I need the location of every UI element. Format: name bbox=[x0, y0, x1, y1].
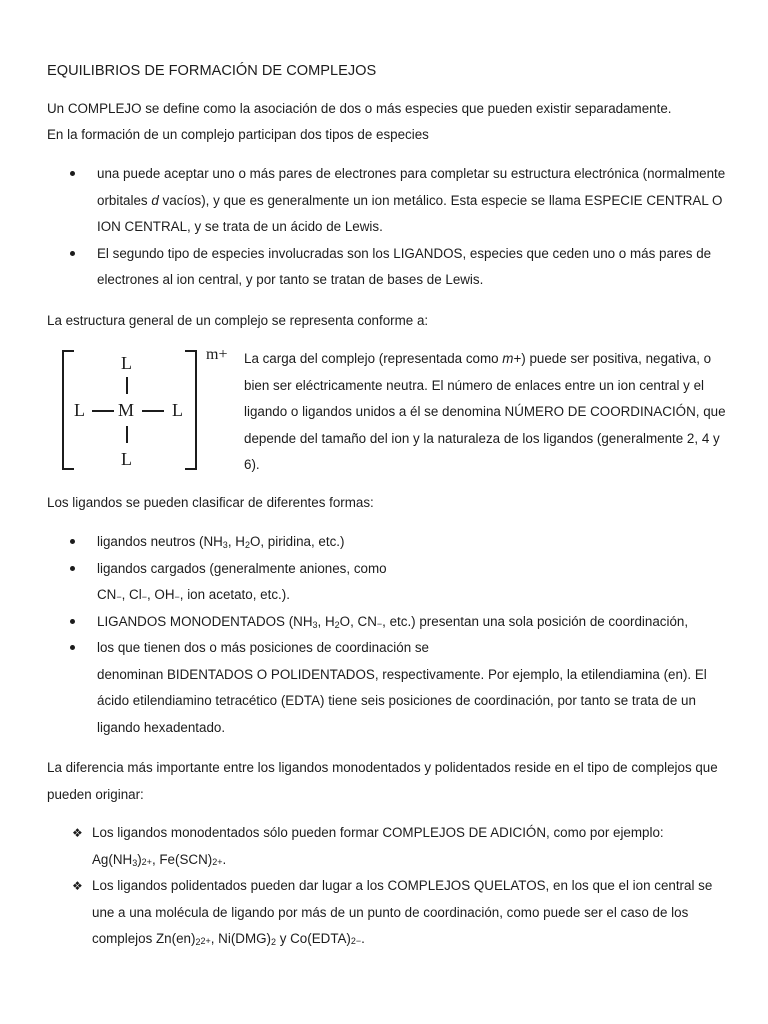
ligand-bottom: L bbox=[121, 449, 132, 469]
bond-top bbox=[126, 377, 128, 394]
list-item: una puede aceptar uno o más pares de electrones para completar su estructura electrónica (normalmente orbitales d vacíos), y que es generalmente un ion metálico. Esta especie se llama ESPECIE CENTRAL O ION CENTRAL, y se trata de un ácido de Lewis. bbox=[47, 161, 727, 241]
intro-line-2: En la formación de un complejo participan dos tipos de especies bbox=[47, 127, 429, 142]
species-list bbox=[47, 161, 727, 294]
difference-paragraph: La diferencia más importante entre los ligandos monodentados y polidentados reside en el tipo de complejos que pueden originar: bbox=[47, 760, 718, 802]
ligand-right: L bbox=[172, 400, 183, 420]
classify-intro: Los ligandos se pueden clasificar de diferentes formas: bbox=[47, 495, 374, 510]
list-item: ❖ Los ligandos polidentados pueden dar lugar a los COMPLEJOS QUELATOS, en los que el ion central se une a una molécula de ligando por más de un punto de coordinación, como puede ser el caso de los complejos $Zn(en)_2^{2+}$, $Ni(DMG)_2$ y Co(EDTA)$^{2-}$. bbox=[47, 873, 727, 953]
bond-right bbox=[142, 410, 164, 412]
diamond-bullet-icon: ❖ bbox=[72, 826, 83, 840]
list-item: ❖ Los ligandos monodentados sólo pueden formar COMPLEJOS DE ADICIÓN, como por ejemplo: $Ag(NH_3)^{2+}$, Fe(SCN)$^{2+}$. bbox=[47, 820, 727, 873]
metal-center: M bbox=[118, 400, 135, 420]
diamond-bullet-icon: ❖ bbox=[72, 879, 83, 893]
list-item: los que tienen dos o más posiciones de coordinación se denominan BIDENTADOS O POLIDENTADOS, respectivamente. Por ejemplo, la etilendiamina (en). El ácido etilendiamino tetracético (EDTA) tiene seis posiciones de coordinación, por tanto se trata de un ligando hexadentado. bbox=[47, 635, 727, 741]
bond-bottom bbox=[126, 426, 128, 443]
ligand-left: L bbox=[74, 400, 85, 420]
bond-left bbox=[92, 410, 114, 412]
list-item: LIGANDOS MONODENTADOS ($NH_3$, $H_2O$, CN−, etc.) presentan una sola posición de coordinación, bbox=[47, 609, 727, 636]
complex-charge: m+ bbox=[206, 346, 228, 363]
left-bracket bbox=[62, 350, 74, 470]
structure-intro: La estructura general de un complejo se representa conforme a: bbox=[47, 313, 429, 328]
list-item: El segundo tipo de especies involucradas son los LIGANDOS, especies que ceden uno o más pares de electrones al ion central, y por tanto se tratan de bases de Lewis. bbox=[47, 241, 727, 294]
ligand-class-list bbox=[47, 529, 727, 741]
ligand-top: L bbox=[121, 353, 132, 373]
document-title: EQUILIBRIOS DE FORMACIÓN DE COMPLEJOS bbox=[47, 63, 377, 79]
list-item: ligandos cargados (generalmente aniones, como CN−, Cl−, OH−, ion acetato, etc.). bbox=[47, 556, 727, 609]
complex-structure-figure bbox=[58, 346, 243, 474]
figure-description: La carga del complejo (representada como m+) puede ser positiva, negativa, o bien ser eléctricamente neutra. El número de enlaces entre un ion central y el ligando o ligandos unidos a él se denomina NÚMERO DE COORDINACIÓN, que depende del tamaño del ion y la naturaleza de los ligandos (generalmente 2, 4 y 6). bbox=[244, 351, 726, 472]
complex-type-list bbox=[47, 820, 727, 953]
right-bracket bbox=[185, 350, 197, 470]
orbital-d: d bbox=[151, 192, 159, 208]
intro-line-1: Un COMPLEJO se define como la asociación de dos o más especies que pueden existir separadamente. bbox=[47, 101, 672, 116]
list-item: ligandos neutros ($NH_3$, $H_2O$, piridina, etc.) bbox=[47, 529, 727, 556]
